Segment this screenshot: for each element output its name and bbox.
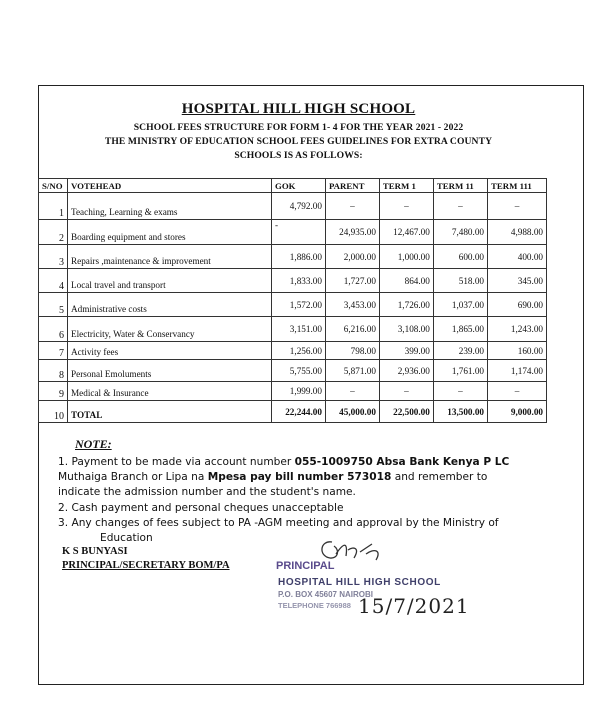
- cell-votehead: Activity fees: [68, 342, 272, 360]
- col-header-term3: TERM 111: [488, 179, 547, 193]
- signatory-role: PRINCIPAL/SECRETARY BOM/PA: [62, 560, 230, 571]
- cell-votehead: Local travel and transport: [68, 269, 272, 293]
- cell-term3: 160.00: [488, 342, 547, 360]
- cell-sno: 8: [39, 360, 68, 382]
- cell-term3: 1,243.00: [488, 317, 547, 342]
- col-header-votehead: VOTEHEAD: [68, 179, 272, 193]
- cell-sno: 9: [39, 382, 68, 401]
- cell-parent: –: [325, 382, 379, 401]
- cell-parent: 1,727.00: [325, 269, 379, 293]
- cell-term2-total: 13,500.00: [433, 401, 487, 423]
- handwritten-date: 15/7/2021: [358, 594, 470, 618]
- signatory-name: K S BUNYASI: [62, 546, 128, 557]
- stamp-school-name: HOSPITAL HILL HIGH SCHOOL: [278, 577, 441, 588]
- cell-votehead: TOTAL: [68, 401, 272, 423]
- cell-sno: 2: [39, 220, 68, 245]
- cell-term3: –: [488, 193, 547, 220]
- table-row: [39, 269, 547, 293]
- cell-parent: 3,453.00: [325, 293, 379, 317]
- note-1-text: 1. Payment to be made via account number: [58, 456, 295, 468]
- col-header-gok: GOK: [272, 179, 326, 193]
- cell-term3: 4,988.00: [488, 220, 547, 245]
- stamp-po-box: P.O. BOX 45607 NAIROBI: [278, 590, 373, 599]
- cell-term1: 2,936.00: [379, 360, 433, 382]
- cell-votehead: Repairs ,maintenance & improvement: [68, 245, 272, 269]
- cell-parent: 5,871.00: [325, 360, 379, 382]
- cell-term1: –: [379, 193, 433, 220]
- fees-table: [38, 178, 547, 423]
- cell-term1: 12,467.00: [379, 220, 433, 245]
- cell-votehead: Administrative costs: [68, 293, 272, 317]
- cell-votehead: Teaching, Learning & exams: [68, 193, 272, 220]
- cell-gok: 1,833.00: [272, 269, 326, 293]
- cell-parent: 2,000.00: [325, 245, 379, 269]
- note-1-line-1: [58, 455, 528, 470]
- fees-structure-subtitle: SCHOOL FEES STRUCTURE FOR FORM 1- 4 FOR THE YEAR 2021 - 2022: [133, 122, 464, 133]
- cell-term3: 345.00: [488, 269, 547, 293]
- cell-sno: 10: [39, 401, 68, 423]
- cell-term1-total: 22,500.00: [379, 401, 433, 423]
- cell-parent: 798.00: [325, 342, 379, 360]
- principal-stamp: [274, 536, 464, 646]
- notes-block: [58, 455, 528, 546]
- cell-votehead: Electricity, Water & Conservancy: [68, 317, 272, 342]
- cell-sno: 6: [39, 317, 68, 342]
- cell-term2: 239.00: [433, 342, 487, 360]
- note-1-line-2: [58, 470, 528, 485]
- cell-parent-total: 45,000.00: [325, 401, 379, 423]
- note-3-line-2: Education: [100, 532, 153, 545]
- cell-term2: 1,761.00: [433, 360, 487, 382]
- cell-parent: –: [325, 193, 379, 220]
- table-row: [39, 220, 547, 245]
- cell-term1: 3,108.00: [379, 317, 433, 342]
- cell-parent: 6,216.00: [325, 317, 379, 342]
- cell-term3: 690.00: [488, 293, 547, 317]
- cell-term1: 1,726.00: [379, 293, 433, 317]
- cell-gok: -: [272, 220, 326, 245]
- cell-term3: 400.00: [488, 245, 547, 269]
- cell-term1: 864.00: [379, 269, 433, 293]
- table-header-row: [39, 179, 547, 193]
- cell-term1: 1,000.00: [379, 245, 433, 269]
- cell-term3: 1,174.00: [488, 360, 547, 382]
- cell-gok: 3,151.00: [272, 317, 326, 342]
- table-total-row: [39, 401, 547, 423]
- cell-term2: 600.00: [433, 245, 487, 269]
- cell-term1: 399.00: [379, 342, 433, 360]
- school-title: HOSPITAL HILL HIGH SCHOOL: [181, 101, 416, 117]
- cell-gok: 4,792.00: [272, 193, 326, 220]
- cell-votehead: Medical & Insurance: [68, 382, 272, 401]
- cell-term3-total: 9,000.00: [488, 401, 547, 423]
- cell-term2: 1,037.00: [433, 293, 487, 317]
- mpesa-paybill: Mpesa pay bill number 573018: [207, 471, 392, 484]
- cell-votehead: Personal Emoluments: [68, 360, 272, 382]
- col-header-term1: TERM 1: [379, 179, 433, 193]
- cell-term2: 1,865.00: [433, 317, 487, 342]
- note-1-remember-text: and remember to: [391, 471, 488, 484]
- cell-sno: 1: [39, 193, 68, 220]
- cell-gok: 1,572.00: [272, 293, 326, 317]
- cell-sno: 7: [39, 342, 68, 360]
- stamp-principal: PRINCIPAL: [276, 560, 335, 572]
- cell-term2: –: [433, 193, 487, 220]
- cell-term3: –: [488, 382, 547, 401]
- cell-gok: 1,886.00: [272, 245, 326, 269]
- cell-sno: 3: [39, 245, 68, 269]
- ministry-guidelines-line: THE MINISTRY OF EDUCATION SCHOOL FEES GUIDELINES FOR EXTRA COUNTY: [104, 136, 493, 147]
- table-row: [39, 342, 547, 360]
- cell-parent: 24,935.00: [325, 220, 379, 245]
- cell-term1: –: [379, 382, 433, 401]
- cell-gok: 1,256.00: [272, 342, 326, 360]
- col-header-sno: S/NO: [39, 179, 68, 193]
- col-header-parent: PARENT: [325, 179, 379, 193]
- cell-sno: 4: [39, 269, 68, 293]
- cell-gok: 5,755.00: [272, 360, 326, 382]
- stamp-telephone: TELEPHONE 766988: [278, 601, 351, 610]
- table-row: [39, 193, 547, 220]
- note-1-branch-text: Muthaiga Branch or Lipa na: [58, 471, 208, 484]
- account-number: 055-1009750 Absa Bank Kenya P LC: [294, 456, 510, 468]
- note-2: 2. Cash payment and personal cheques unacceptable: [58, 501, 344, 514]
- col-header-term2: TERM 11: [433, 179, 487, 193]
- table-row: [39, 245, 547, 269]
- note-1-line-3: indicate the admission number and the student's name.: [58, 486, 356, 499]
- cell-gok: 1,999.00: [272, 382, 326, 401]
- cell-votehead: Boarding equipment and stores: [68, 220, 272, 245]
- schools-as-follows-line: SCHOOLS IS AS FOLLOWS:: [234, 150, 363, 161]
- note-heading: NOTE:: [75, 437, 112, 451]
- table-row: [39, 293, 547, 317]
- cell-gok-total: 22,244.00: [272, 401, 326, 423]
- table-row: [39, 317, 547, 342]
- cell-term2: 518.00: [433, 269, 487, 293]
- cell-sno: 5: [39, 293, 68, 317]
- table-row: [39, 382, 547, 401]
- cell-term2: 7,480.00: [433, 220, 487, 245]
- handwritten-signature: [322, 542, 378, 560]
- cell-term2: –: [433, 382, 487, 401]
- note-3-line-1: 3. Any changes of fees subject to PA -AGM meeting and approval by the Ministry of: [58, 516, 499, 529]
- table-row: [39, 360, 547, 382]
